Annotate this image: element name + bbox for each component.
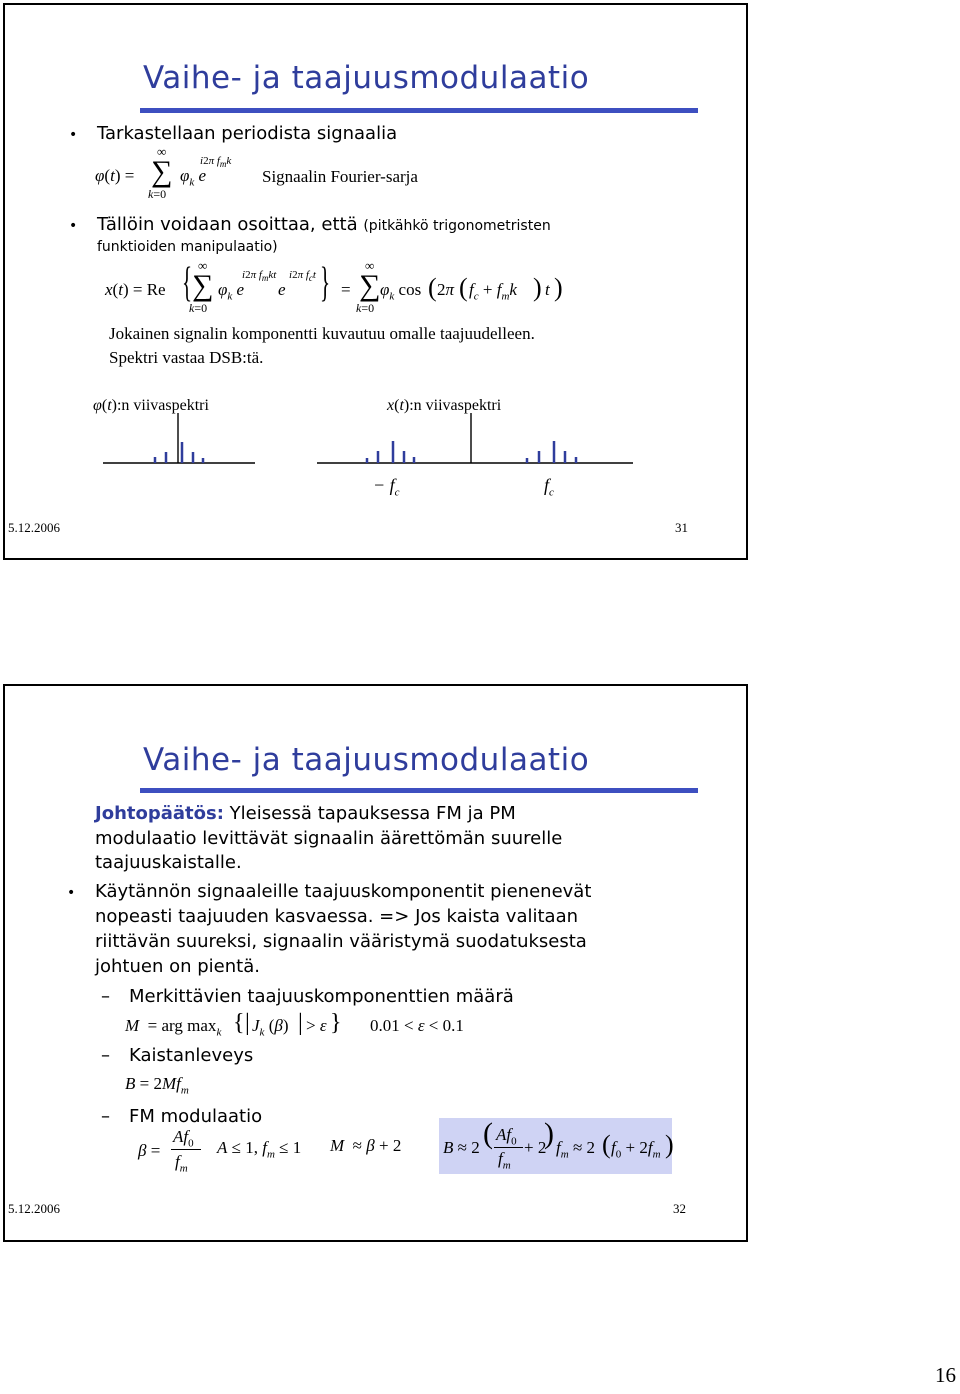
slide-title: Vaihe- ja taajuusmodulaatio [143,60,590,96]
slide-date: 5.12.2006 [8,520,60,535]
fm-m-approx: M ≈ β + 2 [330,1136,402,1155]
conclusion-line: taajuuskaistalle. [95,852,242,873]
bullet-text: nopeasti taajuuden kasvaessa. => Jos kaista valitaan [95,906,579,927]
conclusion-label: Johtopäätös: [95,803,224,824]
slide-32: Vaihe- ja taajuusmodulaatio Johtopäätös: Yleisessä tapauksessa FM ja PM modulaatio levittävät signaalin äärettömän suurelle taajuuskaistalle. • Käytännön signaaleille taajuuskomponentit pienenevät nopeasti taajuuden kasvaessa. => Jos kaista valitaan riittävän suureksi, signaalin vääristymä suodatuksesta johtuen on pientä. – Merkittävien taajuuskomponenttien määrä M = arg $\max_k$ { | $J_k$ (β) | > ε } 0.01 < ε < 0.1 – Kaistanleveys $B = 2Mf_m$ – FM modulaatio β = $Af_0$ $f_m$ A ≤ 1, $f_m \le 1$ M ≈ β + 2 B ≈ 2 ( $Af_0$ $f_m$ + 2 ) $f_m \approx 2$ ( $f_0 + 2f_m$ ) 5.12.2006 32 [3,684,748,1242]
equation-caption: Signaalin Fourier-sarja [262,167,418,186]
title-underline [140,788,698,793]
bullet-icon: • [69,127,78,143]
phi-spectrum-lines [155,442,203,463]
x-spectrum-label: x(t):n viivaspektri [387,397,502,414]
bullet-text: Tarkastellaan periodista signaalia [97,123,398,144]
x-spectrum-lines-negative [367,441,414,463]
page-number: 16 [935,1363,956,1387]
bullet-icon: • [69,218,78,234]
conclusion-line: Johtopäätös: Yleisessä tapauksessa FM ja PM [95,803,516,824]
neg-fc-label: − $f_c$ [373,475,400,499]
sub-item-text: Kaistanleveys [129,1045,254,1066]
slide-title: Vaihe- ja taajuusmodulaatio [143,742,590,778]
sub-item-text: Merkittävien taajuuskomponenttien määrä [129,986,514,1007]
sub-item-text: FM modulaatio [129,1106,263,1127]
bullet-text: riittävän suureksi, signaalin vääristymä suodatuksesta [95,931,587,952]
sub-item-dash: – [101,986,110,1007]
slide-31: Vaihe- ja taajuusmodulaatio • Tarkastellaan periodista signaalia φ(t) = ∞ ∑ k=0 $\varphi_k$ e i2π $f_mk$ Signaalin Fourier-sarja • Tällöin voidaan osoittaa, että (pitkähkö trigonometristen funktioiden manipulaatio) x(t) = Re { ∞ ∑ k=0 $\varphi_k$ e i2π $f_mkt$ e i2π $f_ct$ } = ∞ ∑ k=0 $\varphi_k$ cos ( 2π ( $f_c + f_mk$ ) t ) Jokainen signalin komponentti kuvautuu omalle taajuudelleen. Spektri vastaa DSB:tä. φ(t):n viivaspektri x(t):n viivaspektri − $f_c$ $f_c$ 5.12.2006 31 [3,3,748,560]
note-line: Spektri vastaa DSB:tä. [109,348,264,367]
note-line: Jokainen signalin komponentti kuvautuu omalle taajuudelleen. [109,324,535,343]
conclusion-line: modulaatio levittävät signaalin äärettömän suurelle [95,828,563,849]
bullet-text-continued: funktioiden manipulaatio) [97,239,278,255]
slide-number: 31 [675,520,688,535]
bullet-text: Käytännön signaaleille taajuuskomponentit pienenevät [95,881,592,902]
phi-spectrum-label: φ(t):n viivaspektri [93,397,209,414]
bullet-text: johtuen on pientä. [95,956,260,977]
bandwidth-equation: $B = 2Mf_m$ [125,1074,189,1097]
x-spectrum-lines-positive [527,441,576,463]
bullet-text: Tällöin voidaan osoittaa, että (pitkähkö trigonometristen [97,214,551,235]
sub-item-dash: – [101,1045,110,1066]
sub-item-dash: – [101,1106,110,1127]
bullet-icon: • [67,885,76,901]
fm-condition: A ≤ 1, $f_m \le 1$ [217,1138,302,1161]
slide-number: 32 [673,1201,686,1216]
fc-label: $f_c$ [544,475,554,499]
slide-date: 5.12.2006 [8,1201,60,1216]
